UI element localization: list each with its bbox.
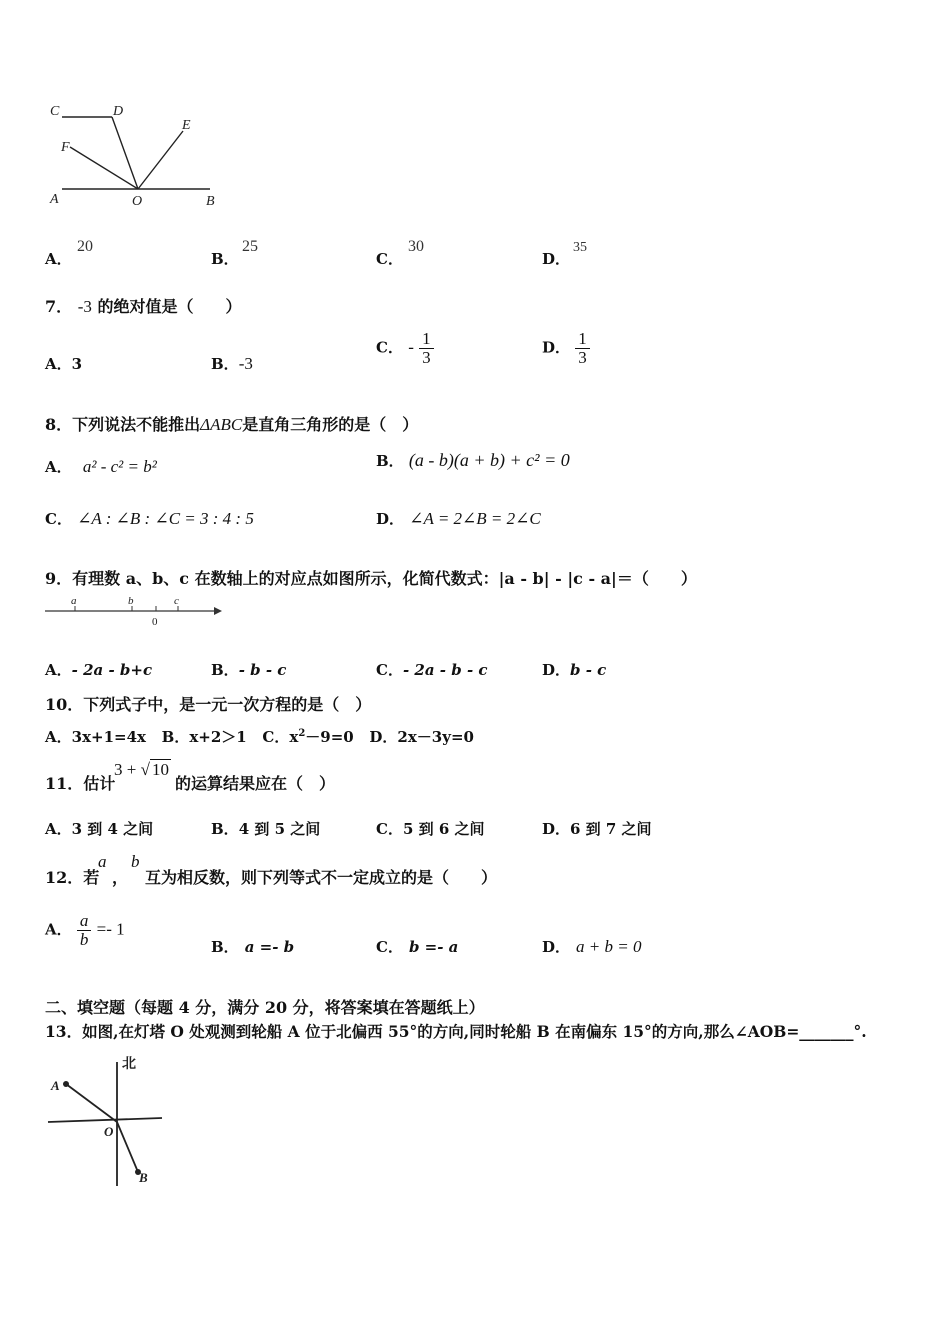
- option-letter: A．: [45, 820, 72, 838]
- option-letter: C．: [376, 661, 403, 679]
- q8-stem-text: 下列说法不能推出: [72, 415, 201, 434]
- q6-option-c-value: 30: [408, 238, 424, 255]
- q9-stem-text: 有理数 a、b、c 在数轴上的对应点如图所示，化简代数式：|a - b| - |c - a|＝（ ）: [72, 569, 697, 588]
- q12-stem-end: 互为相反数，则下列等式不一定成立的是（ ）: [145, 868, 498, 887]
- q12-option-b[interactable]: [211, 936, 294, 957]
- question-number: 9．: [45, 569, 73, 588]
- q10-options: [45, 726, 474, 747]
- q9-option-d[interactable]: [542, 659, 606, 680]
- option-value: 4 到 5 之间: [238, 820, 321, 838]
- option-sign: -: [408, 337, 414, 357]
- q6-label-e: E: [182, 118, 191, 133]
- option-value: a + b = 0: [576, 937, 642, 956]
- option-letter: C．: [376, 938, 403, 956]
- option-value: x+2＞1: [189, 728, 247, 746]
- option-letter: D．: [542, 820, 571, 838]
- q6-label-f: F: [61, 140, 70, 155]
- q9-option-c[interactable]: [376, 659, 488, 680]
- q11-expression: [114, 760, 171, 780]
- q11-option-d[interactable]: [542, 818, 652, 839]
- q7-option-a[interactable]: [45, 353, 82, 374]
- option-expr: (a - b)(a + b) + c² = 0: [408, 450, 570, 470]
- option-value: 3: [71, 355, 83, 373]
- question-number: 13．: [45, 1022, 83, 1041]
- q12-separator: ，: [112, 868, 129, 887]
- option-expr: a² - c² = b²: [82, 457, 157, 476]
- q6-option-a-value: 20: [77, 238, 93, 255]
- option-letter: B．: [376, 452, 404, 470]
- option-exponent: 2: [298, 728, 306, 739]
- q8-stem: [45, 412, 418, 435]
- q9-label-zero: 0: [152, 616, 158, 628]
- q9-label-a: a: [71, 595, 77, 607]
- q6-label-c: C: [50, 104, 60, 119]
- q6-option-b-value: 25: [242, 238, 258, 255]
- q6-label-d: D: [113, 104, 124, 119]
- option-value: 5 到 6 之间: [402, 820, 485, 838]
- q7-stem-text: 的绝对值是（ ）: [97, 297, 242, 316]
- question-number: 10．: [45, 695, 84, 714]
- q6-option-d-value: 35: [573, 240, 587, 255]
- option-value: b - c: [570, 661, 607, 679]
- option-letter: D．: [542, 338, 571, 357]
- fraction-numerator: 1: [419, 330, 434, 349]
- q9-label-b: b: [128, 595, 134, 607]
- q10-option-b[interactable]: [162, 728, 247, 746]
- q11-option-a[interactable]: [45, 818, 153, 839]
- q7-option-d[interactable]: [542, 330, 590, 367]
- q10-option-d[interactable]: [369, 728, 474, 746]
- option-value: -3: [238, 354, 253, 373]
- option-letter: D．: [542, 938, 571, 956]
- option-value: - 2a - b+c: [71, 661, 153, 679]
- fraction: [77, 912, 92, 949]
- option-letter: D．: [376, 510, 405, 528]
- q9-stem: [45, 566, 697, 589]
- fraction: [419, 330, 434, 367]
- option-letter: B．: [211, 355, 239, 373]
- option-letter: A．: [45, 458, 72, 476]
- q12-var-b: b: [131, 852, 140, 871]
- option-expr: ∠A = 2∠B = 2∠C: [409, 509, 541, 528]
- option-letter: B．: [211, 820, 239, 838]
- q12-var-a: a: [98, 852, 107, 871]
- option-letter: C．: [376, 820, 403, 838]
- q11-stem-text: 估计: [83, 774, 116, 793]
- fraction-numerator: 1: [575, 330, 590, 349]
- option-letter: A．: [45, 250, 72, 268]
- option-letter: D．: [369, 728, 398, 746]
- option-value: a =- b: [244, 938, 295, 956]
- option-value-rest: －9=0: [305, 728, 354, 746]
- q13-label-b: B: [139, 1170, 148, 1185]
- q6-label-b: B: [206, 194, 215, 209]
- q6-option-b[interactable]: [211, 248, 239, 269]
- option-value: - 2a - b - c: [402, 661, 488, 679]
- option-letter: A．: [45, 355, 72, 373]
- q10-option-c[interactable]: [262, 728, 353, 746]
- option-letter: D．: [542, 250, 571, 268]
- q8-triangle: ΔABC: [200, 415, 243, 434]
- q11-option-b[interactable]: [211, 818, 320, 839]
- option-value: - b - c: [238, 661, 287, 679]
- q8-option-d[interactable]: [376, 508, 541, 529]
- option-value: x: [289, 728, 299, 746]
- question-number: 12．: [45, 868, 84, 887]
- q6-option-c[interactable]: [376, 248, 403, 269]
- option-letter: C．: [45, 510, 72, 528]
- q6-option-a[interactable]: [45, 248, 72, 269]
- q6-label-a: A: [50, 192, 59, 207]
- q6-label-o: O: [132, 194, 143, 209]
- sqrt-symbol: √: [140, 760, 150, 779]
- q7-option-b[interactable]: [211, 353, 253, 374]
- q11-option-c[interactable]: [376, 818, 485, 839]
- q13-label-a: A: [51, 1078, 60, 1093]
- q12-stem: [45, 865, 99, 888]
- fraction: [575, 330, 590, 367]
- q8-option-a[interactable]: [45, 456, 157, 477]
- q13-stem-text: 如图,在灯塔 O 处观测到轮船 A 位于北偏西 55°的方向,同时轮船 B 在南偏东 15°的方向,那么∠AOB=_______°.: [82, 1022, 867, 1041]
- option-value: 6 到 7 之间: [570, 820, 652, 838]
- fraction-numerator: a: [77, 912, 92, 931]
- q11-stem-end: 的运算结果应在（ ）: [175, 774, 336, 793]
- option-letter: B．: [211, 938, 239, 956]
- option-value: 3 到 4 之间: [71, 820, 154, 838]
- q10-option-a[interactable]: [45, 728, 146, 746]
- option-letter: B．: [211, 661, 239, 679]
- q13-label-o: O: [104, 1124, 114, 1139]
- q7-stem: [45, 294, 241, 317]
- option-letter: A．: [45, 728, 72, 746]
- option-letter: A．: [45, 920, 72, 939]
- q8-stem-text-end: 是直角三角形的是（ ）: [242, 415, 419, 434]
- q12-option-d[interactable]: [542, 936, 641, 957]
- option-value: 3x+1=4x: [71, 728, 146, 746]
- q12-stem-text: 若: [83, 868, 100, 887]
- q6-angle-figure: [40, 95, 230, 215]
- q6-option-d[interactable]: [542, 248, 570, 269]
- q11-expr-int: 3 +: [114, 760, 137, 779]
- q12-option-c[interactable]: [376, 936, 458, 957]
- q13-compass-figure: [42, 1052, 172, 1192]
- option-letter: B．: [161, 728, 190, 746]
- fraction-denominator: 3: [578, 347, 587, 367]
- q7-expr: -3: [77, 297, 92, 316]
- q8-option-b[interactable]: [376, 450, 570, 471]
- option-letter: C．: [262, 728, 290, 746]
- q8-option-c[interactable]: [45, 508, 254, 529]
- option-letter: B．: [211, 250, 239, 268]
- q10-stem-text: 下列式子中，是一元一次方程的是（ ）: [83, 695, 372, 714]
- q13-label-north: 北: [122, 1057, 136, 1072]
- q9-label-c: c: [174, 595, 179, 607]
- option-value: 2x－3y=0: [397, 728, 474, 746]
- option-letter: A．: [45, 661, 72, 679]
- option-expr: ∠A : ∠B : ∠C = 3 : 4 : 5: [77, 509, 254, 528]
- option-value: =- 1: [96, 919, 125, 939]
- q11-stem: [45, 771, 115, 794]
- option-value: b =- a: [408, 938, 459, 956]
- q9-option-a[interactable]: [45, 659, 152, 680]
- q9-option-b[interactable]: [211, 659, 286, 680]
- option-letter: C．: [376, 338, 403, 357]
- question-number: 7．: [45, 297, 73, 316]
- q11-radicand: 10: [151, 760, 169, 779]
- q12-option-a[interactable]: [45, 912, 125, 949]
- q7-option-c[interactable]: [376, 330, 434, 367]
- q13-stem: [45, 1020, 867, 1042]
- q10-stem: [45, 692, 371, 715]
- q9-number-line: [42, 592, 227, 628]
- section-2-title: 二、填空题（每题 4 分，满分 20 分，将答案填在答题纸上）: [45, 998, 485, 1017]
- option-letter: C．: [376, 250, 403, 268]
- question-number: 8．: [45, 415, 73, 434]
- fraction-denominator: b: [79, 929, 89, 949]
- option-letter: D．: [542, 661, 571, 679]
- question-number: 11．: [45, 774, 84, 793]
- fraction-denominator: 3: [422, 347, 431, 367]
